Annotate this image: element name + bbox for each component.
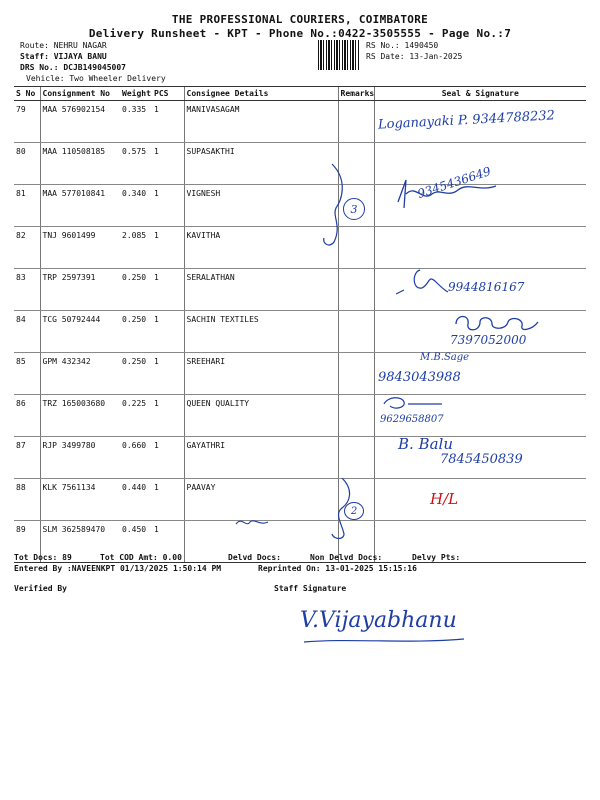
cell-pcs: 1 bbox=[152, 353, 184, 395]
cell-pcs: 1 bbox=[152, 185, 184, 227]
total-docs: Tot Docs: 89 bbox=[14, 553, 72, 562]
cell-pcs: 1 bbox=[152, 227, 184, 269]
col-header-remarks: Remarks bbox=[338, 87, 374, 101]
col-header-consignment: Consignment No bbox=[40, 87, 120, 101]
cell-consignment: RJP 3499780 bbox=[40, 437, 120, 479]
signature-scrawl-83 bbox=[390, 264, 450, 300]
delivered-docs: Delvd Docs: bbox=[228, 553, 281, 562]
cell-weight: 0.575 bbox=[120, 143, 152, 185]
verified-by-label: Verified By bbox=[14, 584, 67, 593]
total-cod-amount: Tot COD Amt: 0.00 bbox=[100, 553, 182, 562]
cell-consignee: QUEEN QUALITY bbox=[184, 395, 338, 437]
cell-pcs: 1 bbox=[152, 269, 184, 311]
cell-consignee: MANIVASAGAM bbox=[184, 101, 338, 143]
table-row bbox=[14, 227, 586, 269]
runsheet-subtitle: Delivery Runsheet - KPT - Phone No.:0422-3505555 - Page No.:7 bbox=[88, 27, 512, 40]
entered-by: Entered By :NAVEENKPT 01/13/2025 1:50:14 PM bbox=[14, 564, 222, 573]
cell-consignment: TNJ 9601499 bbox=[40, 227, 120, 269]
cell-sno: 83 bbox=[14, 269, 40, 311]
cell-seal bbox=[374, 521, 586, 563]
col-header-weight: Weight bbox=[120, 87, 152, 101]
cell-sno: 80 bbox=[14, 143, 40, 185]
signature-scrawl-89 bbox=[232, 512, 272, 532]
cell-remarks bbox=[338, 395, 374, 437]
cell-weight: 0.340 bbox=[120, 185, 152, 227]
cell-remarks bbox=[338, 437, 374, 479]
table-row bbox=[14, 395, 586, 437]
handwritten-name-87: B. Balu bbox=[398, 435, 453, 453]
cell-consignment: TCG 50792444 bbox=[40, 311, 120, 353]
cell-consignee: SUPASAKTHI bbox=[184, 143, 338, 185]
cell-consignment: GPM 432342 bbox=[40, 353, 120, 395]
cell-consignee: VIGNESH bbox=[184, 185, 338, 227]
col-header-consignee: Consignee Details bbox=[184, 87, 338, 101]
cell-consignee: SREEHARI bbox=[184, 353, 338, 395]
cell-weight: 0.440 bbox=[120, 479, 152, 521]
cell-consignee: KAVITHA bbox=[184, 227, 338, 269]
cell-sno: 81 bbox=[14, 185, 40, 227]
handwritten-phone-85: 9843043988 bbox=[378, 370, 461, 385]
non-delivered-docs: Non Delvd Docs: bbox=[310, 553, 383, 562]
cell-pcs: 1 bbox=[152, 101, 184, 143]
cell-weight: 0.225 bbox=[120, 395, 152, 437]
cell-pcs: 1 bbox=[152, 395, 184, 437]
red-mark-89: H/L bbox=[430, 490, 459, 508]
cell-seal bbox=[374, 227, 586, 269]
cell-weight: 0.250 bbox=[120, 353, 152, 395]
cell-weight: 0.660 bbox=[120, 437, 152, 479]
cell-remarks bbox=[338, 353, 374, 395]
cell-sno: 79 bbox=[14, 101, 40, 143]
cell-consignee: SERALATHAN bbox=[184, 269, 338, 311]
barcode-image bbox=[318, 40, 360, 70]
cell-sno: 89 bbox=[14, 521, 40, 563]
route-label: Route: NEHRU NAGAR bbox=[20, 41, 107, 50]
cell-sno: 84 bbox=[14, 311, 40, 353]
cell-consignee: SACHIN TEXTILES bbox=[184, 311, 338, 353]
cell-pcs: 1 bbox=[152, 437, 184, 479]
cell-weight: 0.250 bbox=[120, 311, 152, 353]
circled-number-89: 2 bbox=[344, 502, 364, 520]
cell-consignment: MAA 576902154 bbox=[40, 101, 120, 143]
cell-weight: 0.450 bbox=[120, 521, 152, 563]
handwritten-phone-83: 9944816167 bbox=[448, 280, 525, 294]
cell-pcs: 1 bbox=[152, 479, 184, 521]
vehicle-label: Vehicle: Two Wheeler Delivery bbox=[26, 74, 166, 83]
circled-number-81: 3 bbox=[343, 198, 365, 220]
rs-number: RS No.: 1490450 bbox=[366, 41, 439, 50]
cell-weight: 2.085 bbox=[120, 227, 152, 269]
cell-pcs: 1 bbox=[152, 521, 184, 563]
cell-remarks bbox=[338, 101, 374, 143]
staff-signature: V.Vijayabhanu bbox=[300, 608, 457, 633]
cell-consignee: GAYATHRI bbox=[184, 437, 338, 479]
cell-sno: 82 bbox=[14, 227, 40, 269]
col-header-sno: S No bbox=[14, 87, 40, 101]
cell-sno: 85 bbox=[14, 353, 40, 395]
table-row bbox=[14, 479, 586, 521]
handwritten-phone-81: 9345436649 bbox=[415, 164, 493, 201]
cell-consignment: MAA 110508185 bbox=[40, 143, 120, 185]
handwritten-phone-87: 7845450839 bbox=[440, 452, 523, 467]
cell-pcs: 1 bbox=[152, 311, 184, 353]
cell-remarks bbox=[338, 311, 374, 353]
col-header-seal: Seal & Signature bbox=[374, 87, 586, 101]
cell-consignment: KLK 7561134 bbox=[40, 479, 120, 521]
cell-sno: 88 bbox=[14, 479, 40, 521]
handwritten-signature-79: Loganayaki P. 9344788232 bbox=[377, 108, 556, 133]
cell-sno: 86 bbox=[14, 395, 40, 437]
rs-date: RS Date: 13-Jan-2025 bbox=[366, 52, 463, 61]
table-row bbox=[14, 353, 586, 395]
company-name: THE PROFESSIONAL COURIERS, COIMBATORE bbox=[171, 13, 429, 26]
delivery-points: Delvy Pts: bbox=[412, 553, 461, 562]
staff-signature-label: Staff Signature bbox=[274, 584, 347, 593]
cell-weight: 0.250 bbox=[120, 269, 152, 311]
signature-scrawl-86 bbox=[378, 392, 448, 414]
handwritten-phone-86: 9629658807 bbox=[380, 414, 444, 425]
handwritten-name-85: M.B.Sage bbox=[420, 352, 470, 363]
cell-consignee: PAAVAY bbox=[184, 479, 338, 521]
cell-consignment: SLM 362589470 bbox=[40, 521, 120, 563]
handwritten-phone-84: 7397052000 bbox=[450, 333, 527, 347]
reprinted-on: Reprinted On: 13-01-2025 15:15:16 bbox=[258, 564, 417, 573]
col-header-pcs: PCS bbox=[152, 87, 184, 101]
signature-underline bbox=[300, 636, 470, 646]
cell-consignment: TRP 2597391 bbox=[40, 269, 120, 311]
cell-consignment: MAA 577010841 bbox=[40, 185, 120, 227]
cell-seal bbox=[374, 479, 586, 521]
cell-pcs: 1 bbox=[152, 143, 184, 185]
cell-remarks bbox=[338, 269, 374, 311]
cell-weight: 0.335 bbox=[120, 101, 152, 143]
table-header-row bbox=[14, 87, 586, 101]
cell-consignment: TRZ 165003680 bbox=[40, 395, 120, 437]
staff-label: Staff: VIJAYA BANU bbox=[20, 52, 107, 61]
drs-number: DRS No.: DCJB149045007 bbox=[20, 63, 126, 72]
cell-sno: 87 bbox=[14, 437, 40, 479]
